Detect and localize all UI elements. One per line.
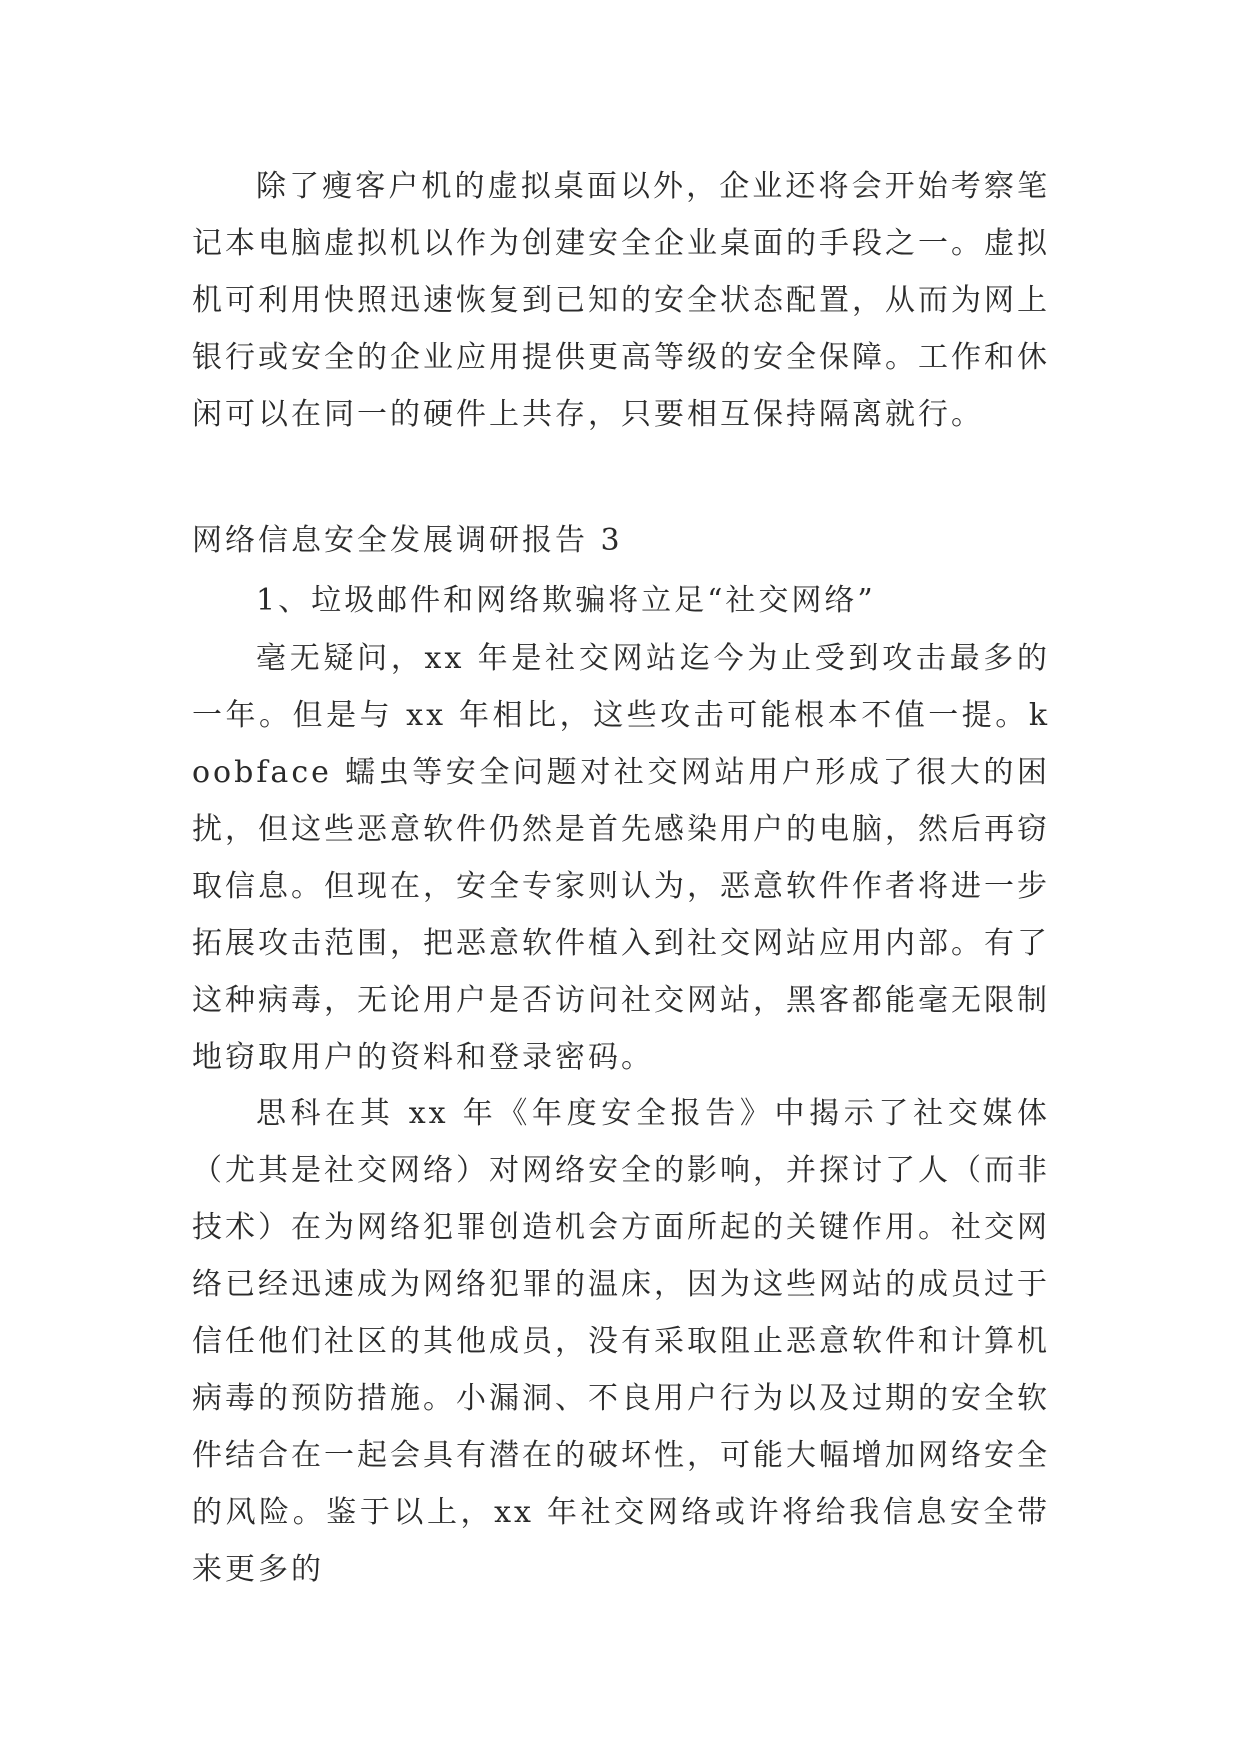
section-heading [192, 512, 1050, 569]
paragraph-text: 除了瘦客户机的虚拟桌面以外，企业还将会开始考察笔记本电脑虚拟机以作为创建安全企业桌面的手段之一。虚拟机可利用快照迅速恢复到已知的安全状态配置，从而为网上银行或安全的企业应用提供更高等级的安全保障。工作和休闲可以在同一的硬件上共存，只要相互保持隔离就行。 [192, 169, 1050, 432]
subheading-text: 1、垃圾邮件和网络欺骗将立足“社交网络” [256, 583, 876, 618]
subheading [192, 572, 1050, 629]
paragraph-text: 毫无疑问，xx 年是社交网站迄今为止受到攻击最多的一年。但是与 xx 年相比，这些攻击可能根本不值一提。koobface 蠕虫等安全问题对社交网站用户形成了很大的困扰，但这些恶意软件仍然是首先感染用户的电脑，然后再窃取信息。但现在，安全专家则认为，恶意软件作者将进一步拓展攻击范围，把恶意软件植入到社交网站应用内部。有了这种病毒，无论用户是否访问社交网站，黑客都能毫无限制地窃取用户的资料和登录密码。 [192, 641, 1050, 1075]
paragraph-social-network-attacks [192, 630, 1050, 1086]
paragraph-cisco-report [192, 1085, 1050, 1598]
paragraph-text: 思科在其 xx 年《年度安全报告》中揭示了社交媒体（尤其是社交网络）对网络安全的影响，并探讨了人（而非技术）在为网络犯罪创造机会方面所起的关键作用。社交网络已经迅速成为网络犯罪的温床，因为这些网站的成员过于信任他们社区的其他成员，没有采取阻止恶意软件和计算机病毒的预防措施。小漏洞、不良用户行为以及过期的安全软件结合在一起会具有潜在的破坏性，可能大幅增加网络安全的风险。鉴于以上，xx 年社交网络或许将给我信息安全带来更多的 [192, 1096, 1050, 1587]
paragraph-virtual-desktop [192, 158, 1050, 443]
section-heading-text: 网络信息安全发展调研报告 3 [192, 523, 623, 558]
